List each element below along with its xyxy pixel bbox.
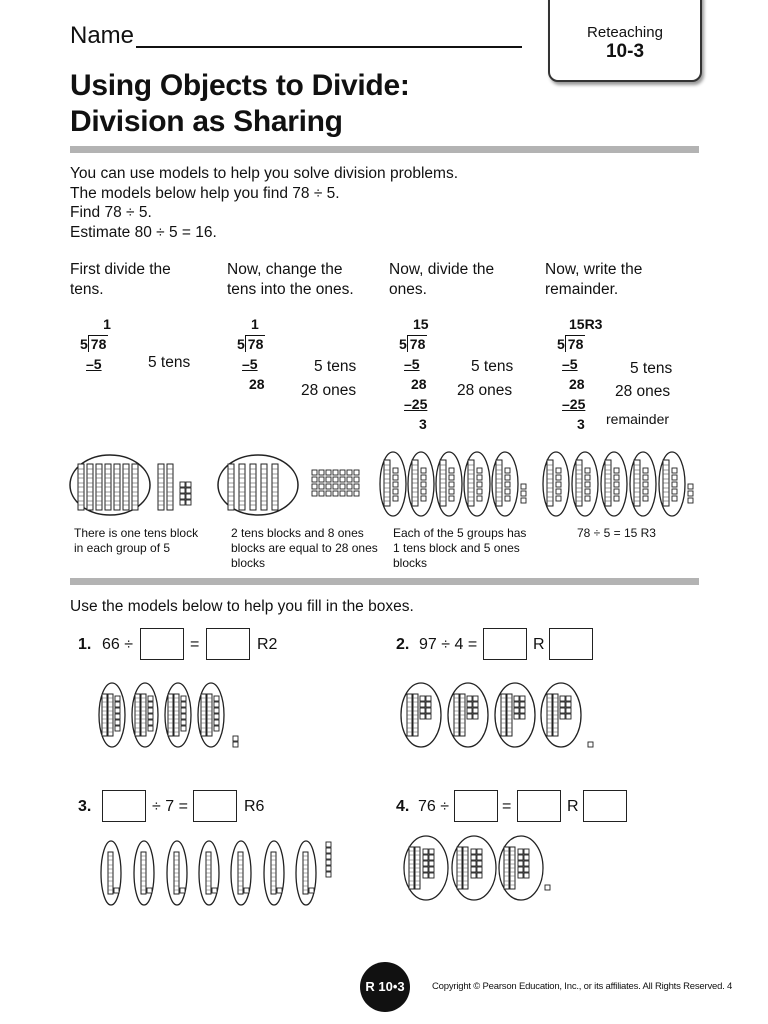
tab-number: 10-3: [605, 41, 645, 62]
problem-2-answer-box-2[interactable]: [549, 628, 593, 660]
intro-line: Estimate 80 ÷ 5 = 16.: [70, 223, 217, 241]
problem-1-text-a: 66 ÷: [102, 636, 134, 653]
intro-line: You can use models to help you solve division problems.: [70, 165, 459, 182]
problem-4-number: 4.: [396, 798, 410, 815]
problem-3-number: 3.: [78, 798, 92, 815]
step-4-caption: 78 ÷ 5 = 15 R3: [577, 526, 656, 540]
step-4-note-1: 5 tens: [630, 360, 673, 377]
problem-1-answer-box-1[interactable]: [140, 628, 184, 660]
step-1-caption: There is one tens block in each group of 5: [74, 526, 199, 555]
step-2-note-2: 28 ones: [301, 382, 357, 399]
practice-models: [0, 670, 768, 910]
model-step-2: [218, 455, 359, 515]
long-division-4: 15R3 5 78 –5 28 –25 3: [557, 316, 603, 432]
reteaching-tab: [548, 0, 702, 82]
model-problem-3: [101, 841, 331, 905]
problem-1-text-c: R2: [257, 636, 278, 653]
problem-3-text-b: R6: [244, 798, 265, 815]
name-line[interactable]: [136, 46, 522, 48]
step-2-note-1: 5 tens: [314, 358, 357, 375]
problem-2-answer-box-1[interactable]: [483, 628, 527, 660]
top-divider: [70, 146, 699, 153]
step-3-heading: Now, divide the ones.: [389, 261, 495, 298]
intro-text: [70, 164, 458, 242]
intro-line: The models below help you find 78 ÷ 5.: [70, 184, 340, 202]
name-label: Name: [70, 22, 135, 49]
problem-2-number: 2.: [396, 636, 410, 653]
model-step-3: [380, 452, 526, 516]
step-4-heading: Now, write the remainder.: [545, 261, 643, 298]
model-problem-2: [401, 683, 593, 747]
problem-2-text-a: 97 ÷ 4 =: [419, 636, 478, 653]
long-division-3: 15 5 78 –5 28 –25 3: [399, 316, 429, 432]
model-step-4: [543, 452, 693, 516]
title-line-2: Division as Sharing: [70, 105, 343, 138]
step-2-caption: 2 tens blocks and 8 ones blocks are equal to 28 ones blocks: [231, 526, 378, 570]
page-title: [70, 68, 410, 140]
middle-divider: [70, 578, 699, 585]
problem-3-text-a: ÷ 7 =: [152, 798, 188, 815]
model-problem-1: [99, 683, 238, 747]
step-4-note-3: remainder: [606, 411, 670, 427]
tab-label: Reteaching: [587, 24, 663, 41]
problem-4-text-a: 76 ÷: [418, 798, 450, 815]
step-3-note-1: 5 tens: [471, 358, 514, 375]
step-1-heading: First divide the tens.: [70, 261, 171, 298]
title-line-1: Using Objects to Divide:: [70, 69, 410, 102]
model-problem-4: [404, 836, 550, 900]
intro-line: Find 78 ÷ 5.: [70, 204, 152, 221]
model-step-1: [70, 455, 191, 515]
page-badge: R 10•3: [360, 962, 410, 1012]
step-3-note-2: 28 ones: [457, 382, 513, 399]
practice-instruction: Use the models below to help you fill in the boxes.: [70, 598, 414, 615]
long-division-1: 1 5 78 –5: [80, 316, 111, 372]
copyright-text: Copyright © Pearson Education, Inc., or its affiliates. All Rights Reserved. 4: [432, 981, 733, 992]
problem-1-answer-box-2[interactable]: [206, 628, 250, 660]
problem-1-number: 1.: [78, 636, 92, 653]
step-2-heading: Now, change the tens into the ones.: [227, 261, 354, 298]
step-4-note-2: 28 ones: [615, 383, 671, 400]
problem-1-text-b: =: [190, 636, 200, 653]
step-1-note: 5 tens: [148, 354, 191, 371]
step-3-caption: Each of the 5 groups has 1 tens block and 5 ones blocks: [393, 526, 527, 570]
problem-2-text-b: R: [533, 636, 545, 653]
long-division-2: 1 5 78 –5 28: [237, 316, 265, 392]
problem-4-text-b: =: [502, 798, 512, 815]
problem-4-text-c: R: [567, 798, 579, 815]
